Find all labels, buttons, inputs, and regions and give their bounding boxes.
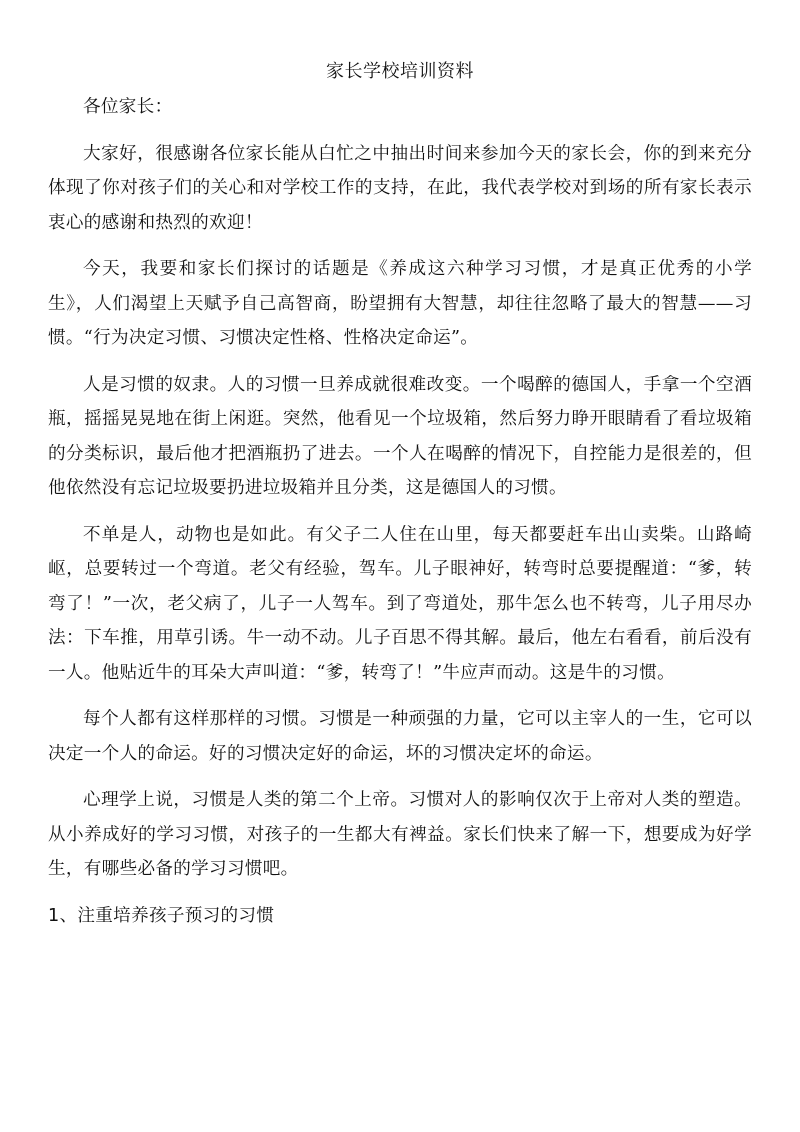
paragraph-german-story: 人是习惯的奴隶。人的习惯一旦养成就很难改变。一个喝醉的德国人，手拿一个空酒瓶，摇摇晃晃地在街上闲逛。突然，他看见一个垃圾箱，然后努力睁开眼睛看了看垃圾箱的分类标识，最后他才把酒瓶扔了进去。一个人在喝醉的情况下，自控能力是很差的，但他依然没有忘记垃圾要扔进垃圾箱并且分类，这是德国人的习惯。	[48, 374, 752, 498]
paragraph-habit-power: 每个人都有这样那样的习惯。习惯是一种顽强的力量，它可以主宰人的一生，它可以决定一个人的命运。好的习惯决定好的命运，坏的习惯决定坏的命运。	[48, 709, 752, 764]
paragraph-topic: 今天，我要和家长们探讨的话题是《养成这六种学习习惯，才是真正优秀的小学生》，人们渴望上天赋予自己高智商，盼望拥有大智慧，却往往忽略了最大的智慧——习惯。“行为决定习惯、习惯决定性格、性格决定命运”。	[48, 259, 752, 348]
salutation: 各位家长：	[83, 97, 173, 117]
paragraph-psychology: 心理学上说，习惯是人类的第二个上帝。习惯对人的影响仅次于上帝对人类的塑造。从小养成好的学习习惯，对孩子的一生都大有裨益。家长们快来了解一下，想要成为好学生，有哪些必备的学习习惯吧。	[48, 790, 752, 879]
document-body	[48, 90, 752, 933]
document-title: 家长学校培训资料	[326, 61, 474, 82]
section-heading-preview-habit: 1、注重培养孩子预习的习惯	[48, 905, 275, 926]
paragraph-ox-story: 不单是人，动物也是如此。有父子二人住在山里，每天都要赶车出山卖柴。山路崎岖，总要转过一个弯道。老父有经验，驾车。儿子眼神好，转弯时总要提醒道：“爹，转弯了！”一次，老父病了，儿子一人驾车。到了弯道处，那牛怎么也不转弯，儿子用尽办法：下车推，用草引诱。牛一动不动。儿子百思不得其解。最后，他左右看看，前后没有一人。他贴近牛的耳朵大声叫道：“爹，转弯了！”牛应声而动。这是牛的习惯。	[48, 524, 752, 683]
paragraph-welcome: 大家好，很感谢各位家长能从白忙之中抽出时间来参加今天的家长会，你的到来充分体现了你对孩子们的关心和对学校工作的支持，在此，我代表学校对到场的所有家长表示衷心的感谢和热烈的欢迎！	[48, 143, 752, 233]
